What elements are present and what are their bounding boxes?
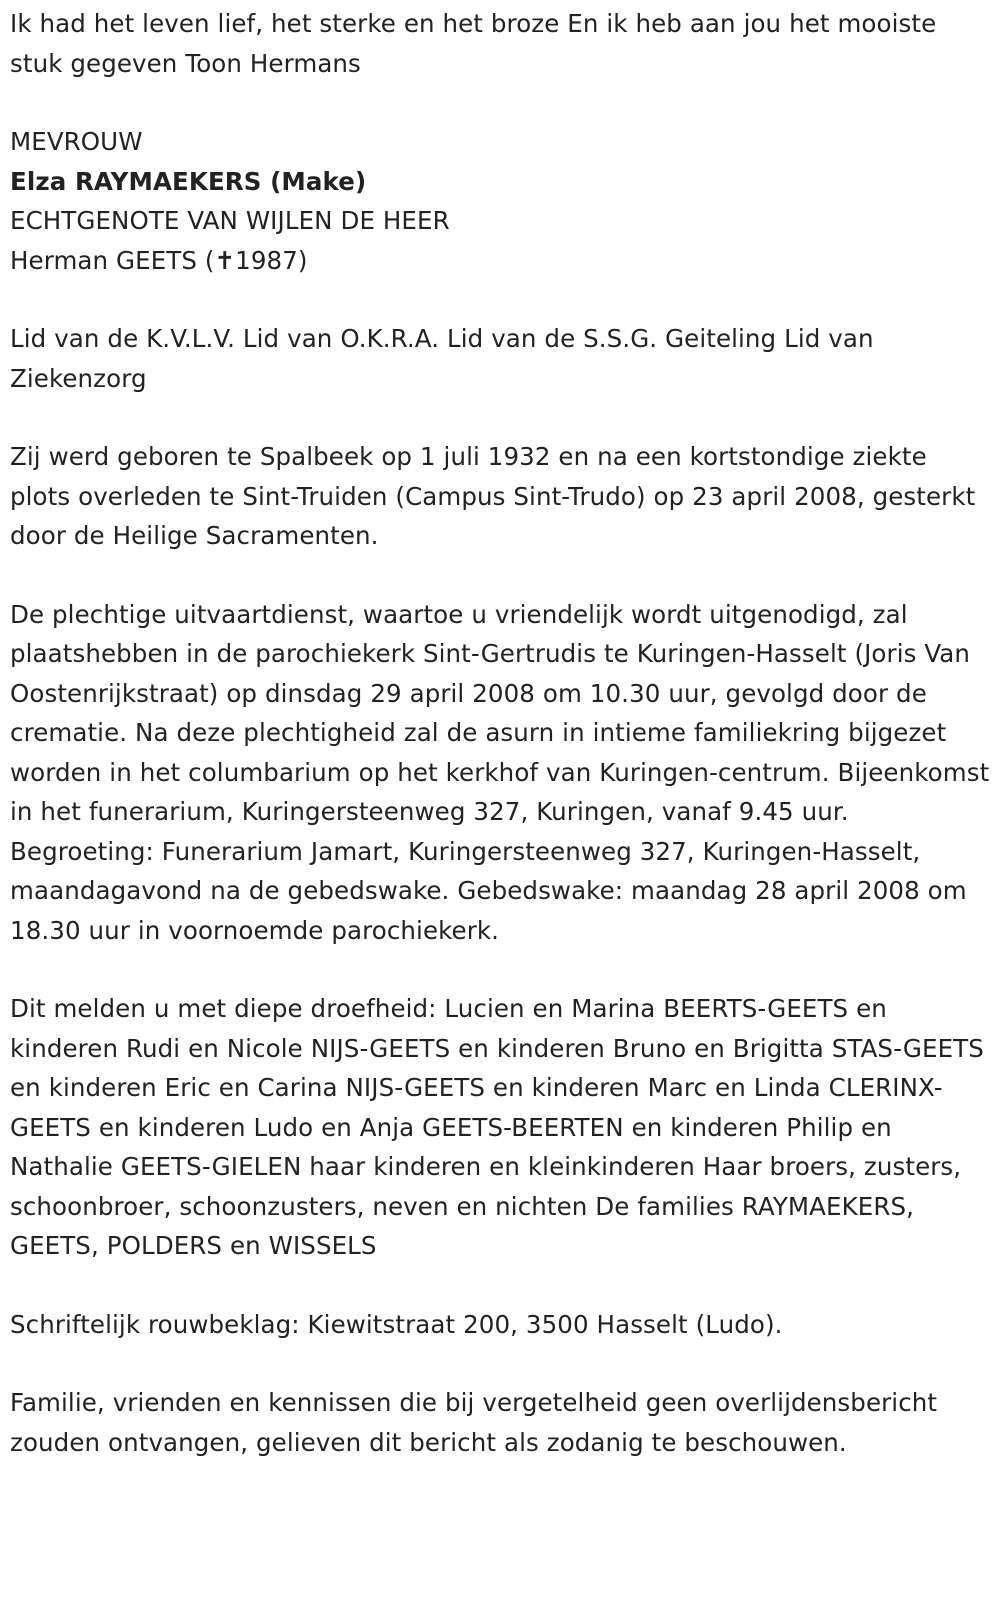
deceased-name: Elza RAYMAEKERS (Make) xyxy=(10,166,367,196)
quote: Ik had het leven lief, het sterke en het broze En ik heb aan jou het mooiste stuk gegeven Toon Hermans xyxy=(10,9,937,78)
funeral-paragraph: De plechtige uitvaartdienst, waartoe u vriendelijk wordt uitgenodigd, zal plaatshebben in de parochiekerk Sint-Gertrudis te Kuringen-Hasselt (Joris Van Oostenrijkstraat) op dinsdag 29 april 2008 om 10.30 uur, gevolgd door de crematie. Na deze plechtigheid zal de asurn in intieme familiekring bijgezet worden in het columbarium op het kerkhof van Kuringen-centrum. Bijeenkomst in het funerarium, Kuringersteenweg 327, Kuringen, vanaf 9.45 uur. Begroeting: Funerarium Jamart, Kuringersteenweg 327, Kuringen-Hasselt, maandagavond na de gebedswake. Gebedswake: maandag 28 april 2008 om 18.30 uur in voornoemde parochiekerk. xyxy=(10,599,990,945)
birth-death-paragraph: Zij werd geboren te Spalbeek op 1 juli 1932 en na een kortstondige ziekte plots overleden te Sint-Truiden (Campus Sint-Trudo) op 23 april 2008, gesterkt door de Heilige Sacramenten. xyxy=(10,442,976,550)
memberships: Lid van de K.V.L.V. Lid van O.K.R.A. Lid van de S.S.G. Geiteling Lid van Ziekenzorg xyxy=(10,324,874,393)
announcers-paragraph: Dit melden u met diepe droefheid: Lucien en Marina BEERTS-GEETS en kinderen Rudi en Nicole NIJS-GEETS en kinderen Bruno en Brigitta STAS-GEETS en kinderen Eric en Carina NIJS-GEETS en kinderen Marc en Linda CLERINX-GEETS en kinderen Ludo en Anja GEETS-BEERTEN en kinderen Philip en Nathalie GEETS-GIELEN haar kinderen en kleinkinderen Haar broers, zusters, schoonbroer, schoonzusters, neven en nichten De families RAYMAEKERS, GEETS, POLDERS en WISSELS xyxy=(10,994,984,1260)
relation-line: ECHTGENOTE VAN WIJLEN DE HEER xyxy=(10,206,450,235)
spouse-line: Herman GEETS (✝1987) xyxy=(10,245,308,275)
salutation: MEVROUW xyxy=(10,127,143,156)
closing-paragraph: Familie, vrienden en kennissen die bij vergetelheid geen overlijdensbericht zouden ontvangen, gelieven dit bericht als zodanig te beschouwen. xyxy=(10,1388,938,1457)
condolence-address: Schriftelijk rouwbeklag: Kiewitstraat 200, 3500 Hasselt (Ludo). xyxy=(10,1309,783,1339)
